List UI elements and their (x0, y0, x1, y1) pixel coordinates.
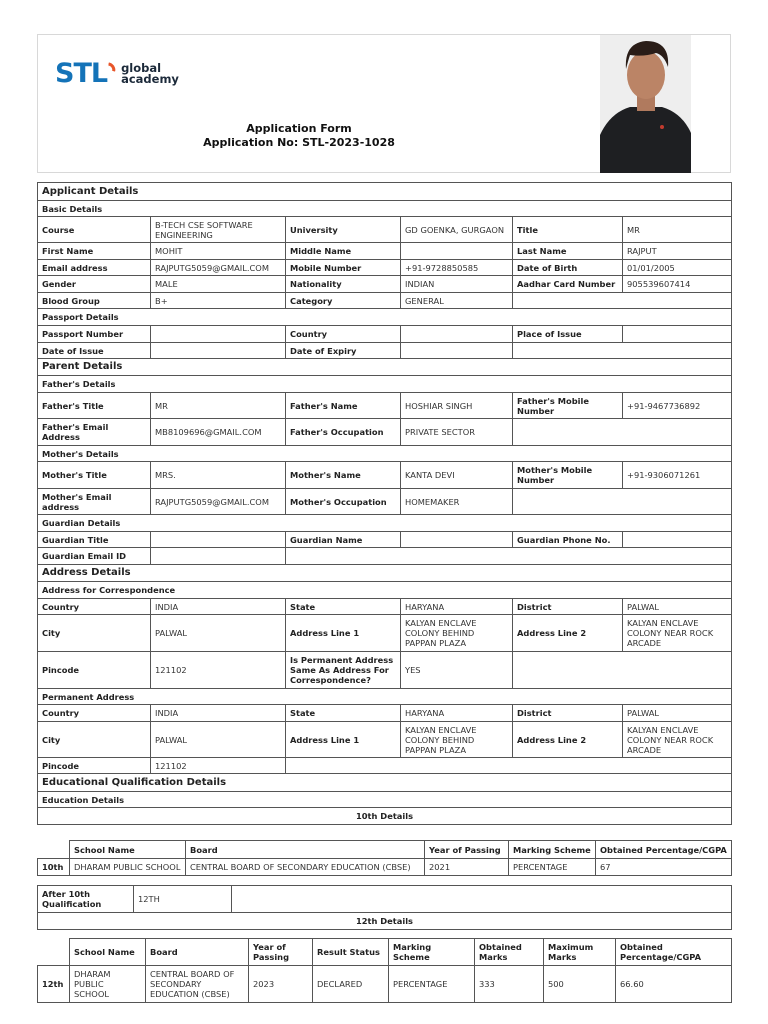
tenth-scheme-header: Marking Scheme (509, 841, 596, 859)
date-of-expiry-value (401, 343, 513, 359)
tenth-year-value: 2021 (425, 859, 509, 876)
guardian-name-label: Guardian Name (286, 532, 401, 548)
country-value: INDIA (151, 599, 286, 615)
empty-cell (286, 758, 732, 774)
twelfth-obtained-header: Obtained Marks (475, 939, 544, 966)
last-name-value: RAJPUT (623, 243, 732, 260)
twelfth-result-header: Result Status (313, 939, 389, 966)
gender-label: Gender (38, 276, 151, 293)
university-value: GD GOENKA, GURGAON (401, 217, 513, 243)
middle-name-label: Middle Name (286, 243, 401, 260)
twelfth-year-header: Year of Passing (249, 939, 313, 966)
after-tenth-table (37, 885, 732, 930)
guardian-email-label: Guardian Email ID (38, 548, 151, 565)
mother-name-label: Mother's Name (286, 462, 401, 489)
twelfth-scheme-header: Marking Scheme (389, 939, 475, 966)
same-address-label: Is Permanent Address Same As Address For Correspondence? (286, 652, 401, 689)
empty-cell (286, 548, 732, 565)
father-email-value: MB8109696@GMAIL.COM (151, 419, 286, 446)
section-address-details: Address Details (38, 565, 732, 582)
father-mobile-label: Father's Mobile Number (513, 393, 623, 419)
blood-group-label: Blood Group (38, 293, 151, 309)
nationality-value: INDIAN (401, 276, 513, 293)
guardian-name-value (401, 532, 513, 548)
applicant-photo (600, 35, 691, 173)
address-line1-value: KALYAN ENCLAVE COLONY BEHIND PAPPAN PLAZA (401, 615, 513, 652)
perm-city-value: PALWAL (151, 722, 286, 758)
subsection-mother-details: Mother's Details (38, 446, 732, 462)
mobile-value: +91-9728850585 (401, 260, 513, 276)
twelfth-table (37, 938, 732, 1003)
subsection-education-details: Education Details (38, 792, 732, 808)
dob-value: 01/01/2005 (623, 260, 732, 276)
subsection-passport-details: Passport Details (38, 309, 732, 326)
address-line1-label: Address Line 1 (286, 615, 401, 652)
after-tenth-label: After 10th Qualification (38, 886, 134, 913)
country-label: Country (38, 599, 151, 615)
mobile-label: Mobile Number (286, 260, 401, 276)
twelfth-school-header: School Name (70, 939, 146, 966)
first-name-value: MOHIT (151, 243, 286, 260)
perm-state-value: HARYANA (401, 705, 513, 722)
gender-value: MALE (151, 276, 286, 293)
perm-pincode-value: 121102 (151, 758, 286, 774)
nationality-label: Nationality (286, 276, 401, 293)
twelfth-details-header: 12th Details (38, 913, 732, 930)
date-of-issue-value (151, 343, 286, 359)
place-of-issue-value (623, 326, 732, 343)
dob-label: Date of Birth (513, 260, 623, 276)
state-value: HARYANA (401, 599, 513, 615)
tenth-details-header: 10th Details (38, 808, 732, 825)
tenth-board-header: Board (186, 841, 425, 859)
guardian-phone-label: Guardian Phone No. (513, 532, 623, 548)
father-occupation-label: Father's Occupation (286, 419, 401, 446)
twelfth-scheme-value: PERCENTAGE (389, 966, 475, 1003)
guardian-email-value (151, 548, 286, 565)
section-parent-details: Parent Details (38, 359, 732, 376)
logo-arc-icon (107, 62, 116, 71)
pincode-label: Pincode (38, 652, 151, 689)
mother-title-value: MRS. (151, 462, 286, 489)
tenth-school-header: School Name (70, 841, 186, 859)
course-value: B-TECH CSE SOFTWARE ENGINEERING (151, 217, 286, 243)
passport-number-label: Passport Number (38, 326, 151, 343)
twelfth-board-header: Board (146, 939, 249, 966)
district-value: PALWAL (623, 599, 732, 615)
tenth-percentage-header: Obtained Percentage/CGPA (596, 841, 732, 859)
title-value: MR (623, 217, 732, 243)
section-applicant-details: Applicant Details (38, 183, 732, 201)
address-line2-value: KALYAN ENCLAVE COLONY NEAR ROCK ARCADE (623, 615, 732, 652)
tenth-board-value: CENTRAL BOARD OF SECONDARY EDUCATION (CBSE) (186, 859, 425, 876)
empty-cell (513, 419, 732, 446)
perm-district-value: PALWAL (623, 705, 732, 722)
passport-country-label: Country (286, 326, 401, 343)
passport-country-value (401, 326, 513, 343)
subsection-father-details: Father's Details (38, 376, 732, 393)
father-email-label: Father's Email Address (38, 419, 151, 446)
mother-email-label: Mother's Email address (38, 489, 151, 515)
perm-district-label: District (513, 705, 623, 722)
subsection-basic-details: Basic Details (38, 201, 732, 217)
twelfth-row-label: 12th (38, 966, 70, 1003)
tenth-year-header: Year of Passing (425, 841, 509, 859)
father-occupation-value: PRIVATE SECTOR (401, 419, 513, 446)
course-label: Course (38, 217, 151, 243)
perm-line1-value: KALYAN ENCLAVE COLONY BEHIND PAPPAN PLAZA (401, 722, 513, 758)
perm-line2-label: Address Line 2 (513, 722, 623, 758)
middle-name-value (401, 243, 513, 260)
guardian-title-value (151, 532, 286, 548)
perm-country-value: INDIA (151, 705, 286, 722)
mother-name-value: KANTA DEVI (401, 462, 513, 489)
tenth-percentage-value: 67 (596, 859, 732, 876)
email-label: Email address (38, 260, 151, 276)
perm-state-label: State (286, 705, 401, 722)
empty-cell (513, 652, 732, 689)
category-value: GENERAL (401, 293, 513, 309)
father-name-label: Father's Name (286, 393, 401, 419)
perm-line2-value: KALYAN ENCLAVE COLONY NEAR ROCK ARCADE (623, 722, 732, 758)
photo-image (600, 35, 691, 173)
guardian-phone-value (623, 532, 732, 548)
empty-cell (513, 293, 732, 309)
empty-cell (38, 939, 70, 966)
twelfth-maximum-header: Maximum Marks (544, 939, 616, 966)
mother-occupation-label: Mother's Occupation (286, 489, 401, 515)
mother-email-value: RAJPUTG5059@GMAIL.COM (151, 489, 286, 515)
father-name-value: HOSHIAR SINGH (401, 393, 513, 419)
first-name-label: First Name (38, 243, 151, 260)
same-address-value: YES (401, 652, 513, 689)
city-label: City (38, 615, 151, 652)
twelfth-percentage-header: Obtained Percentage/CGPA (616, 939, 732, 966)
state-label: State (286, 599, 401, 615)
twelfth-year-value: 2023 (249, 966, 313, 1003)
city-value: PALWAL (151, 615, 286, 652)
aadhar-value: 905539607414 (623, 276, 732, 293)
tenth-table (37, 840, 732, 876)
stl-logo (55, 60, 179, 87)
tenth-scheme-value: PERCENTAGE (509, 859, 596, 876)
pincode-value: 121102 (151, 652, 286, 689)
date-of-issue-label: Date of Issue (38, 343, 151, 359)
father-title-value: MR (151, 393, 286, 419)
mother-mobile-value: +91-9306071261 (623, 462, 732, 489)
guardian-title-label: Guardian Title (38, 532, 151, 548)
subsection-correspondence-address: Address for Correspondence (38, 582, 732, 599)
tenth-school-value: DHARAM PUBLIC SCHOOL (70, 859, 186, 876)
empty-cell (38, 841, 70, 859)
application-number: Application No: STL-2023-1028 (203, 136, 395, 149)
passport-number-value (151, 326, 286, 343)
logo-wordmark: global academy (121, 60, 179, 86)
date-of-expiry-label: Date of Expiry (286, 343, 401, 359)
tenth-row-label: 10th (38, 859, 70, 876)
twelfth-obtained-value: 333 (475, 966, 544, 1003)
logo-mark: STL (55, 58, 108, 89)
after-tenth-value: 12TH (134, 886, 232, 913)
title-label: Title (513, 217, 623, 243)
university-label: University (286, 217, 401, 243)
mother-occupation-value: HOMEMAKER (401, 489, 513, 515)
form-title: Application Form Application No: STL-2023-1028 (183, 122, 415, 150)
twelfth-maximum-value: 500 (544, 966, 616, 1003)
blood-group-value: B+ (151, 293, 286, 309)
perm-city-label: City (38, 722, 151, 758)
perm-line1-label: Address Line 1 (286, 722, 401, 758)
email-value: RAJPUTG5059@GMAIL.COM (151, 260, 286, 276)
father-mobile-value: +91-9467736892 (623, 393, 732, 419)
twelfth-result-value: DECLARED (313, 966, 389, 1003)
details-table (37, 182, 732, 825)
father-title-label: Father's Title (38, 393, 151, 419)
mother-title-label: Mother's Title (38, 462, 151, 489)
empty-cell (513, 489, 732, 515)
twelfth-percentage-value: 66.60 (616, 966, 732, 1003)
twelfth-school-value: DHARAM PUBLIC SCHOOL (70, 966, 146, 1003)
last-name-label: Last Name (513, 243, 623, 260)
empty-cell (232, 886, 732, 913)
empty-cell (513, 343, 732, 359)
mother-mobile-label: Mother's Mobile Number (513, 462, 623, 489)
perm-pincode-label: Pincode (38, 758, 151, 774)
address-line2-label: Address Line 2 (513, 615, 623, 652)
district-label: District (513, 599, 623, 615)
aadhar-label: Aadhar Card Number (513, 276, 623, 293)
perm-country-label: Country (38, 705, 151, 722)
place-of-issue-label: Place of Issue (513, 326, 623, 343)
subsection-permanent-address: Permanent Address (38, 689, 732, 705)
section-educational-qualification: Educational Qualification Details (38, 774, 732, 792)
twelfth-board-value: CENTRAL BOARD OF SECONDARY EDUCATION (CBSE) (146, 966, 249, 1003)
category-label: Category (286, 293, 401, 309)
form-header (37, 34, 731, 173)
subsection-guardian-details: Guardian Details (38, 515, 732, 532)
